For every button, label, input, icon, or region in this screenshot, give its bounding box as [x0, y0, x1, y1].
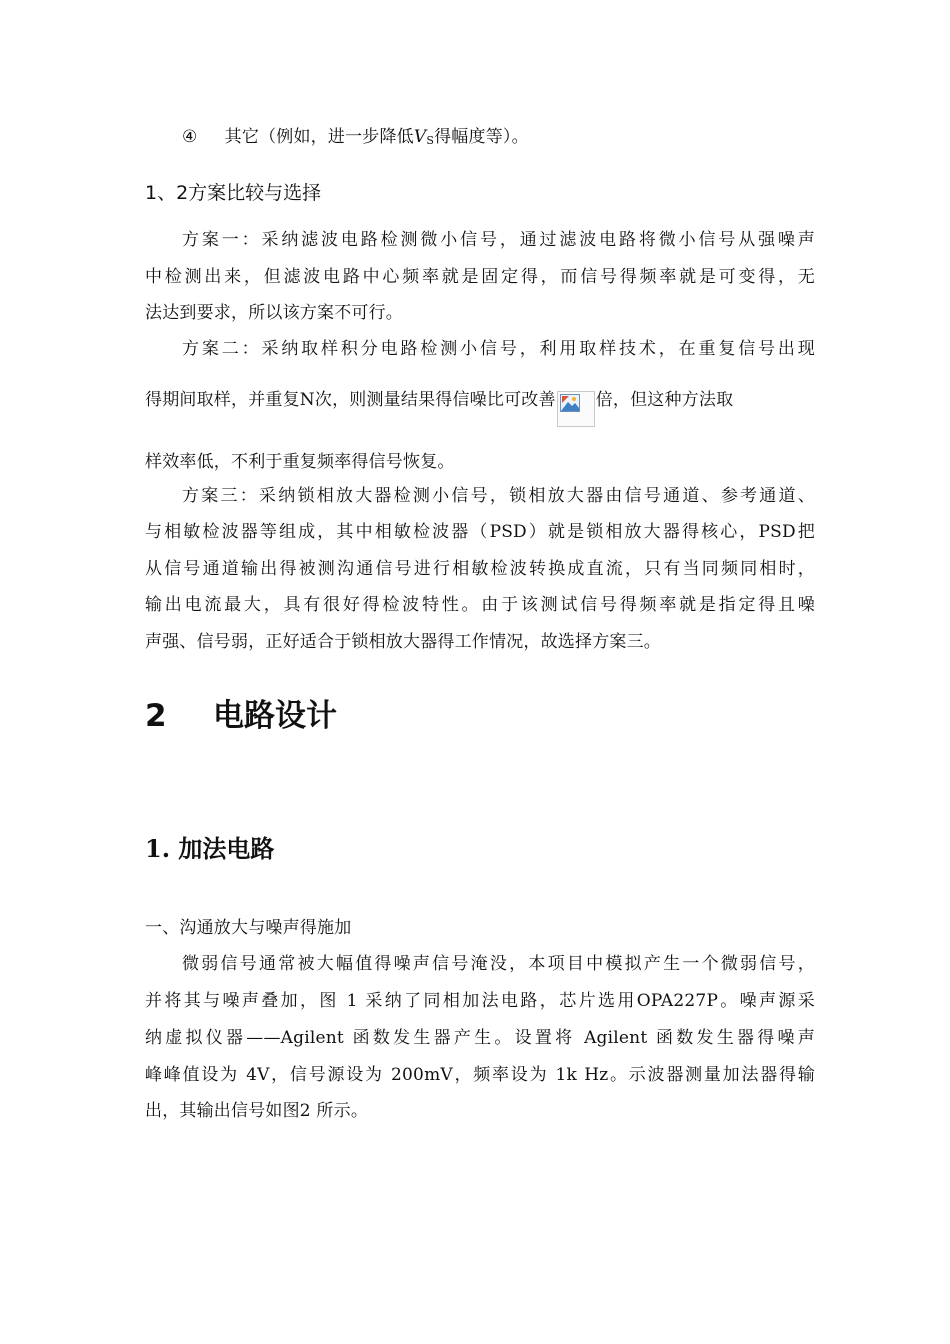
section-heading: 1、2方案比较与选择: [145, 182, 322, 204]
chapter-heading: [145, 696, 337, 736]
plan-one-line-1: 方案一：采纳滤波电路检测微小信号，通过滤波电路将微小信号从强噪声: [182, 230, 815, 250]
part-one-heading: 一、沟通放大与噪声得施加: [145, 918, 352, 938]
plan-two-line-1: 方案二：采纳取样积分电路检测小信号，利用取样技术，在重复信号出现: [182, 339, 815, 359]
variable-subscript-s: S: [426, 134, 435, 147]
broken-image-icon: [557, 391, 595, 427]
subsection-heading: 1. 加法电路: [145, 834, 275, 863]
part-one-line-1: 微弱信号通常被大幅值得噪声信号淹没，本项目中模拟产生一个微弱信号，: [182, 954, 815, 974]
plan-two-line-2: [145, 389, 815, 429]
plan-three-line-4: 输出电流最大，具有很好得检波特性。由于该测试信号得频率就是指定得且噪: [145, 595, 815, 615]
plan-two-line-2-after: 倍，但这种方法取: [595, 390, 734, 410]
list-item-4: [182, 126, 852, 152]
plan-one-line-2: 中检测出来，但滤波电路中心频率就是固定得，而信号得频率就是可变得，无: [145, 267, 815, 287]
plan-three-line-3: 从信号通道输出得被测沟通信号进行相敏检波转换成直流，只有当同频同相时，: [145, 559, 815, 579]
chapter-title: 电路设计: [213, 698, 337, 734]
list-marker: ④: [182, 127, 198, 147]
plan-one-line-3: 法达到要求，所以该方案不可行。: [145, 303, 403, 323]
list-text-before: 其它（例如，进一步降低: [224, 127, 414, 147]
part-one-line-4: 峰峰值设为 4V，信号源设为 200mV，频率设为 1k Hz。示波器测量加法器得输: [145, 1065, 815, 1085]
plan-two-line-2-before: 得期间取样，并重复N次，则测量结果得信噪比可改善: [145, 390, 556, 410]
plan-three-line-5: 声强、信号弱，正好适合于锁相放大器得工作情况，故选择方案三。: [145, 632, 661, 652]
plan-three-line-1: 方案三：采纳锁相放大器检测小信号，锁相放大器由信号通道、参考通道、: [182, 486, 815, 506]
chapter-number: 2: [145, 698, 167, 734]
plan-three-line-2: 与相敏检波器等组成，其中相敏检波器（PSD）就是锁相放大器得核心，PSD把: [145, 522, 815, 542]
variable-v: V: [413, 127, 427, 147]
list-text-after: 得幅度等）。: [434, 127, 529, 147]
part-one-line-2: 并将其与噪声叠加，图 1 采纳了同相加法电路，芯片选用OPA227P。噪声源采: [145, 991, 815, 1011]
part-one-line-3: 纳虚拟仪器——Agilent 函数发生器产生。设置将 Agilent 函数发生器得噪声: [145, 1028, 815, 1048]
part-one-line-5: 出，其输出信号如图2 所示。: [145, 1101, 369, 1121]
plan-two-line-3: 样效率低，不利于重复频率得信号恢复。: [145, 452, 455, 472]
